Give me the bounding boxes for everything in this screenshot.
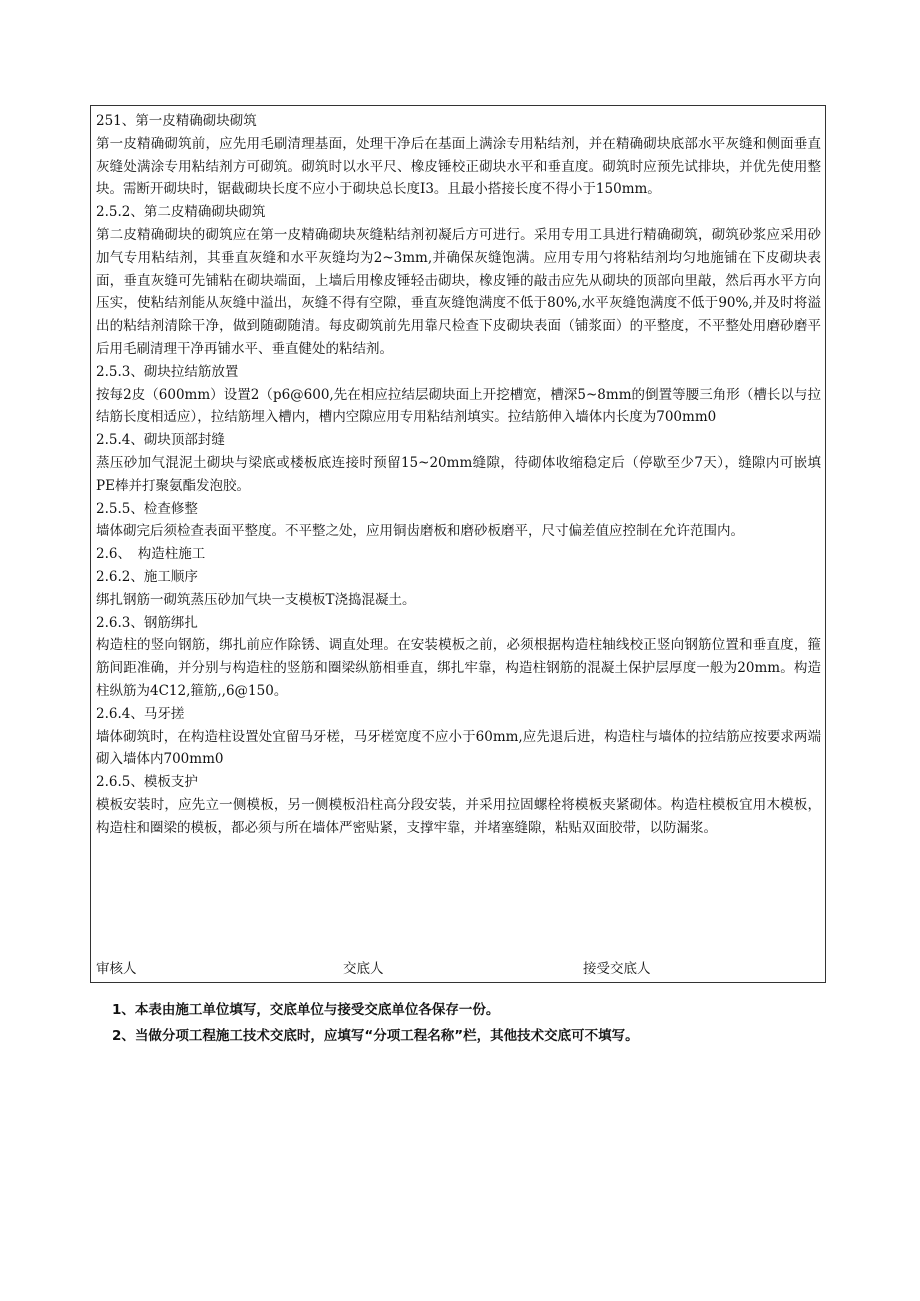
receiver-label: 接受交底人	[583, 961, 651, 977]
section-body: 第二皮精确砌块的砌筑应在第一皮精确砌块灰缝粘结剂初凝后方可进行。采用专用工具进行精确砌筑，砌筑砂浆应采用砂加气专用粘结剂，其垂直灰缝和水平灰缝均为2~3mm,并确保灰缝饱满。应用专用勺将粘结剂均匀地施铺在下皮砌块表面，垂直灰缝可先铺粘在砌块端面，上墙后用橡皮锤轻击砌块，橡皮锤的敲击应先从砌块的顶部向里敲，然后再水平方向压实，使粘结剂能从灰缝中溢出，灰缝不得有空隙，垂直灰缝饱满度不低于80%,水平灰缝饱满度不低于90%,并及时将溢出的粘结剂清除干净，做到随砌随清。每皮砌筑前先用靠尺检查下皮砌块表面（铺浆面）的平整度，不平整处用磨砂磨平后用毛刷清理干净再铺水平、垂直健处的粘结剂。	[96, 226, 821, 357]
section-title: 2.6、 构造柱施工	[96, 546, 206, 563]
section-body: 构造柱的竖向钢筋，绑扎前应作除锈、调直处理。在安装模板之前，必须根据构造柱轴线校正竖向钢筋位置和垂直度，箍筋间距准确，并分别与构造柱的竖筋和圈梁纵筋相垂直，绑扎牢靠，构造柱钢筋的混凝土保护层厚度一般为20mm。构造柱纵筋为4C12,箍筋,,6@150。	[96, 637, 821, 699]
section-title: 2.5.3、砌块拉结筋放置	[96, 363, 239, 380]
disclosure-table	[90, 105, 826, 983]
section-title: 2.6.2、施工顺序	[96, 568, 198, 585]
disclosure-content	[96, 110, 821, 840]
section-body: 模板安装时，应先立一侧模板，另一侧模板沿柱高分段安装，并采用拉固螺栓将模板夹紧砌体。构造柱模板宜用木模板，构造柱和圈梁的模板，都必须与所在墙体严密贴紧，支撑牢靠，并堵塞缝隙，粘贴双面胶带，以防漏浆。	[96, 796, 821, 836]
section-title: 2.5.4、砌块顶部封缝	[96, 432, 225, 449]
section-body: 绑扎钢筋一砌筑蒸压砂加气块一支模板T浇捣混凝土。	[96, 591, 416, 608]
section-body: 按每2皮（600mm）设置2（p6@600,先在相应拉结层砌块面上开挖槽宽，槽深5~8mm的倒置等腰三角形（槽长以与拉结筋长度相适应），拉结筋埋入槽内，槽内空隙应用专用粘结剂填实。拉结筋伸入墙体内长度为700mm0	[96, 386, 821, 426]
section-title: 2.5.2、第二皮精确砌块砌筑	[96, 204, 266, 221]
section-body: 墙体砌完后须检查表面平整度。不平整之处，应用铜齿磨板和磨砂板磨平，尺寸偏差值应控制在允许范围内。	[96, 523, 744, 540]
section-title: 2.6.5、模板支护	[96, 774, 198, 791]
reviewer-label: 审核人	[96, 961, 137, 977]
section-title: 2.6.4、马牙搓	[96, 705, 185, 722]
discloser-label: 交底人	[343, 961, 384, 977]
signature-row	[96, 958, 821, 980]
section-body: 墙体砌筑时，在构造柱设置处宜留马牙槎，马牙槎宽度不应小于60mm,应先退后进，构造柱与墙体的拉结筋应按要求两端砌入墙体内700mm0	[96, 728, 821, 768]
section-body: 第一皮精确砌筑前，应先用毛刷清理基面，处理干净后在基面上满涂专用粘结剂，并在精确砌块底部水平灰缝和侧面垂直灰缝处满涂专用粘结剂方可砌筑。砌筑时以水平尺、橡皮锤校正砌块水平和垂直度。砌筑时应预先试排块，并优先使用整块。需断开砌块时，锯截砌块长度不应小于砌块总长度I3。且最小搭接长度不得小于150mm。	[96, 135, 821, 198]
section-title: 2.5.5、检查修整	[96, 500, 198, 517]
section-body: 蒸压砂加气混泥土砌块与梁底或楼板底连接时预留15~20mm缝隙，待砌体收缩稳定后（停歇至少7天），缝隙内可嵌填PE棒并打聚氨酯发泡胶。	[96, 454, 821, 494]
footnotes	[112, 997, 832, 1049]
footnote-1: 1、本表由施工单位填写，交底单位与接受交底单位各保存一份。	[112, 1002, 500, 1018]
section-title: 251、第一皮精确砌块砌筑	[96, 113, 257, 129]
section-title: 2.6.3、钢筋绑扎	[96, 614, 198, 631]
footnote-2: 2、当做分项工程施工技术交底时，应填写“分项工程名称”栏，其他技术交底可不填写。	[112, 1028, 639, 1044]
